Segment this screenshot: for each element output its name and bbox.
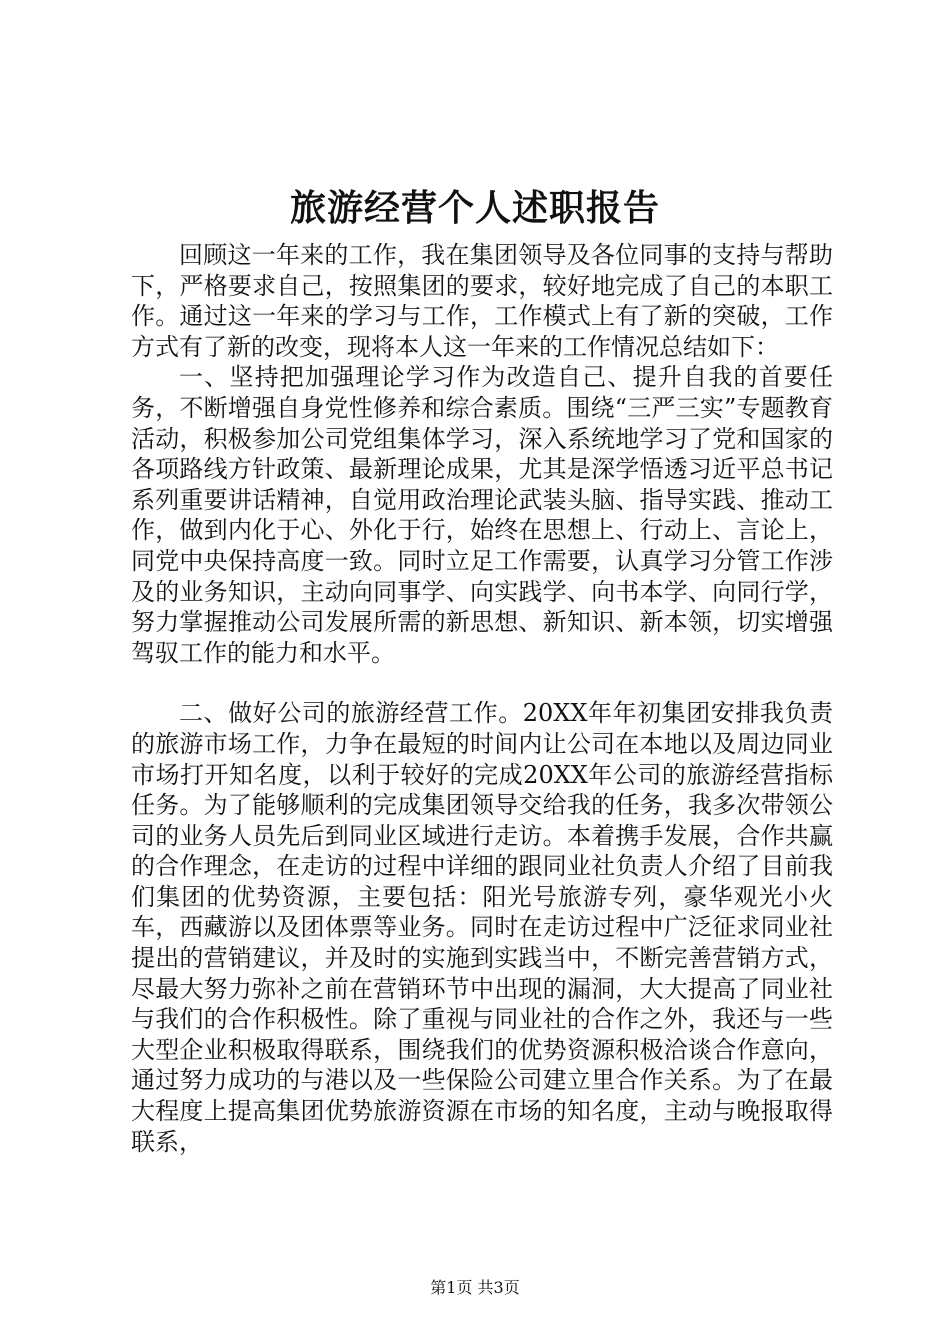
paragraph-section-1: 一、坚持把加强理论学习作为改造自己、提升自我的首要任务，不断增强自身党性修养和综合素质。围绕“三严三实”专题教育活动，积极参加公司党组集体学习，深入系统地学习了党和国家的各项路线方针政策、最新理论成果，尤其是深学悟透习近平总书记系列重要讲话精神，自觉用政治理论武装头脑、指导实践、推动工作，做到内化于心、外化于行，始终在思想上、行动上、言论上，同党中央保持高度一致。同时立足工作需要，认真学习分管工作涉及的业务知识，主动向同事学、向实践学、向书本学、向同行学，努力掌握推动公司发展所需的新思想、新知识、新本领，切实增强驾驭工作的能力和水平。 — [131, 363, 833, 667]
document-title: 旅游经营个人述职报告 — [289, 187, 660, 229]
document-body — [131, 240, 833, 1157]
paragraph-section-2: 二、做好公司的旅游经营工作。20XX年年初集团安排我负责的旅游市场工作，力争在最短的时间内让公司在本地以及周边同业市场打开知名度，以利于较好的完成20XX年公司的旅游经营指标任务。为了能够顺利的完成集团领导交给我的任务，我多次带领公司的业务人员先后到同业区域进行走访。本着携手发展，合作共赢的合作理念，在走访的过程中详细的跟同业社负责人介绍了目前我们集团的优势资源，主要包括：阳光号旅游专列，豪华观光小火车，西藏游以及团体票等业务。同时在走访过程中广泛征求同业社提出的营销建议，并及时的实施到实践当中，不断完善营销方式，尽最大努力弥补之前在营销环节中出现的漏洞，大大提高了同业社与我们的合作积极性。除了重视与同业社的合作之外，我还与一些大型企业积极取得联系，围绕我们的优势资源积极洽谈合作意向，通过努力成功的与港以及一些保险公司建立里合作关系。为了在最大程度上提高集团优势旅游资源在市场的知名度，主动与晚报取得联系， — [131, 699, 833, 1156]
page-footer: 第1页 共3页 — [430, 1278, 520, 1297]
paragraph-intro: 回顾这一年来的工作，我在集团领导及各位同事的支持与帮助下，严格要求自己，按照集团的要求，较好地完成了自己的本职工作。通过这一年来的学习与工作，工作模式上有了新的突破，工作方式有了新的改变，现将本人这一年来的工作情况总结如下： — [131, 241, 833, 361]
